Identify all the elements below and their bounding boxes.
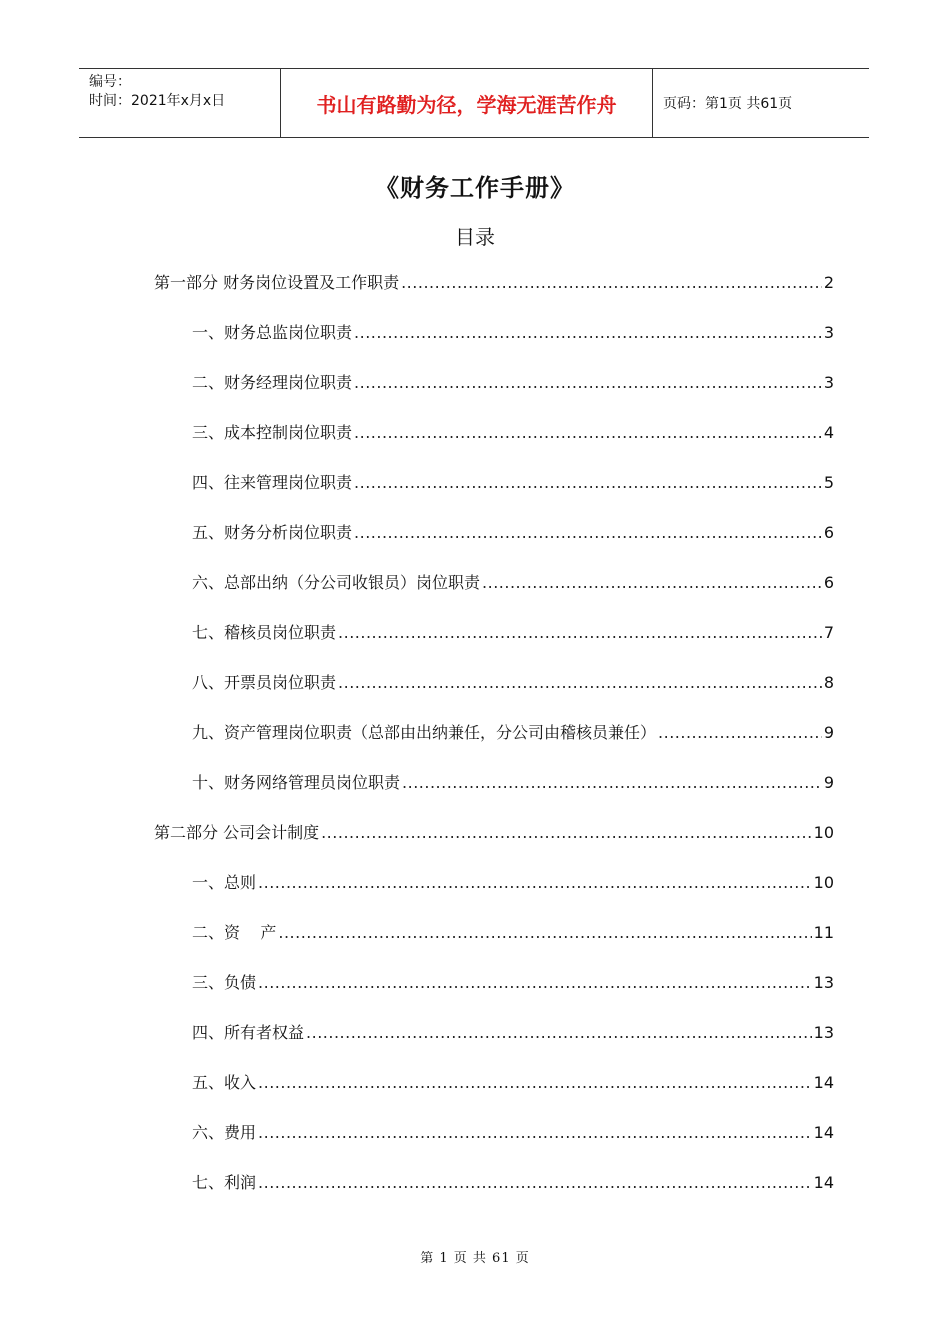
toc-entry-page: 13 bbox=[813, 973, 834, 992]
toc-entry-label: 四、所有者权益 bbox=[192, 1023, 305, 1042]
toc-entry[interactable] bbox=[192, 1170, 834, 1196]
toc-entry-label: 九、资产管理岗位职责（总部由出纳兼任，分公司由稽核员兼任） bbox=[192, 723, 657, 742]
toc-entry-page: 6 bbox=[823, 523, 834, 542]
number-label: 编号： bbox=[89, 74, 131, 90]
toc-entry[interactable] bbox=[192, 1020, 834, 1046]
toc-leader-dots bbox=[658, 723, 822, 742]
toc-leader-dots bbox=[306, 1023, 812, 1042]
toc-entry-label: 七、利润 bbox=[192, 1173, 257, 1192]
toc-entry-label: 七、稽核员岗位职责 bbox=[192, 623, 337, 642]
toc-leader-dots bbox=[354, 423, 822, 442]
toc-entry-page: 9 bbox=[823, 723, 834, 742]
toc-entry-label: 一、财务总监岗位职责 bbox=[192, 323, 353, 342]
toc-entry-page: 7 bbox=[823, 623, 834, 642]
toc-entry[interactable] bbox=[192, 320, 834, 346]
toc-entry[interactable] bbox=[192, 920, 834, 946]
header-motto: 书山有路勤为径，学海无涯苦作舟 bbox=[281, 69, 653, 137]
toc-entry-label: 五、收入 bbox=[192, 1073, 257, 1092]
toc-leader-dots bbox=[338, 673, 822, 692]
header-table bbox=[79, 68, 869, 138]
header-meta-cell bbox=[79, 69, 281, 137]
toc-entry-page: 13 bbox=[813, 1023, 834, 1042]
toc-entry-page: 2 bbox=[823, 273, 834, 292]
toc-entry[interactable] bbox=[192, 670, 834, 696]
toc-entry[interactable] bbox=[192, 370, 834, 396]
toc-entry[interactable] bbox=[192, 720, 834, 746]
toc-leader-dots bbox=[338, 623, 822, 642]
toc-leader-dots bbox=[354, 473, 822, 492]
toc-entry[interactable] bbox=[192, 470, 834, 496]
time-label: 时间：2021年x月x日 bbox=[89, 93, 226, 109]
toc-entry[interactable] bbox=[192, 970, 834, 996]
toc-title: 目录 bbox=[455, 225, 495, 249]
toc-leader-dots bbox=[258, 873, 812, 892]
toc-entry-page: 9 bbox=[823, 773, 834, 792]
toc-leader-dots bbox=[258, 1173, 812, 1192]
toc-entry-label: 三、负债 bbox=[192, 973, 257, 992]
toc-leader-dots bbox=[258, 1123, 812, 1142]
header-page-info: 页码：第1页 共61页 bbox=[663, 96, 793, 112]
toc-entry-label: 六、总部出纳（分公司收银员）岗位职责 bbox=[192, 573, 481, 592]
toc-entry-label: 八、开票员岗位职责 bbox=[192, 673, 337, 692]
toc-entry-part-2[interactable] bbox=[154, 820, 834, 846]
toc-entry-label: 二、资 产 bbox=[192, 923, 277, 942]
toc-entry-page: 3 bbox=[823, 323, 834, 342]
toc-entry-page: 10 bbox=[813, 823, 834, 842]
toc-entry-label: 十、财务网络管理员岗位职责 bbox=[192, 773, 401, 792]
toc-leader-dots bbox=[482, 573, 822, 592]
toc-entry-page: 10 bbox=[813, 873, 834, 892]
toc-entry[interactable] bbox=[192, 1070, 834, 1096]
toc-leader-dots bbox=[321, 823, 812, 842]
toc-entry[interactable] bbox=[192, 420, 834, 446]
toc-entry-page: 3 bbox=[823, 373, 834, 392]
toc-entry[interactable] bbox=[192, 1120, 834, 1146]
toc-leader-dots bbox=[354, 373, 822, 392]
toc-leader-dots bbox=[401, 273, 822, 292]
toc-entry-label: 第二部分 公司会计制度 bbox=[154, 823, 320, 842]
toc-entry-label: 三、成本控制岗位职责 bbox=[192, 423, 353, 442]
toc-leader-dots bbox=[354, 323, 822, 342]
toc-leader-dots bbox=[402, 773, 822, 792]
toc-leader-dots bbox=[278, 923, 811, 942]
toc-entry[interactable] bbox=[192, 770, 834, 796]
toc-entry-label: 五、财务分析岗位职责 bbox=[192, 523, 353, 542]
toc-entry-page: 8 bbox=[823, 673, 834, 692]
toc-entry-label: 二、财务经理岗位职责 bbox=[192, 373, 353, 392]
toc-entry-page: 5 bbox=[823, 473, 834, 492]
toc-leader-dots bbox=[354, 523, 822, 542]
toc-entry-page: 14 bbox=[813, 1173, 834, 1192]
page-footer: 第 1 页 共 61 页 bbox=[420, 1251, 530, 1266]
toc-entry-page: 4 bbox=[823, 423, 834, 442]
toc-entry-label: 第一部分 财务岗位设置及工作职责 bbox=[154, 273, 400, 292]
toc-entry-part-1[interactable] bbox=[154, 270, 834, 296]
toc-entry[interactable] bbox=[192, 570, 834, 596]
toc-leader-dots bbox=[258, 1073, 812, 1092]
toc-entry-label: 一、总则 bbox=[192, 873, 257, 892]
toc-entry-page: 6 bbox=[823, 573, 834, 592]
toc-entry-label: 四、往来管理岗位职责 bbox=[192, 473, 353, 492]
toc-entry-label: 六、费用 bbox=[192, 1123, 257, 1142]
toc-entry[interactable] bbox=[192, 520, 834, 546]
toc-entry-page: 14 bbox=[813, 1123, 834, 1142]
document-title: 《财务工作手册》 bbox=[375, 174, 575, 202]
toc-entry-page: 11 bbox=[813, 923, 834, 942]
toc-entry[interactable] bbox=[192, 620, 834, 646]
toc-entry[interactable] bbox=[192, 870, 834, 896]
toc-leader-dots bbox=[258, 973, 812, 992]
toc-entry-page: 14 bbox=[813, 1073, 834, 1092]
